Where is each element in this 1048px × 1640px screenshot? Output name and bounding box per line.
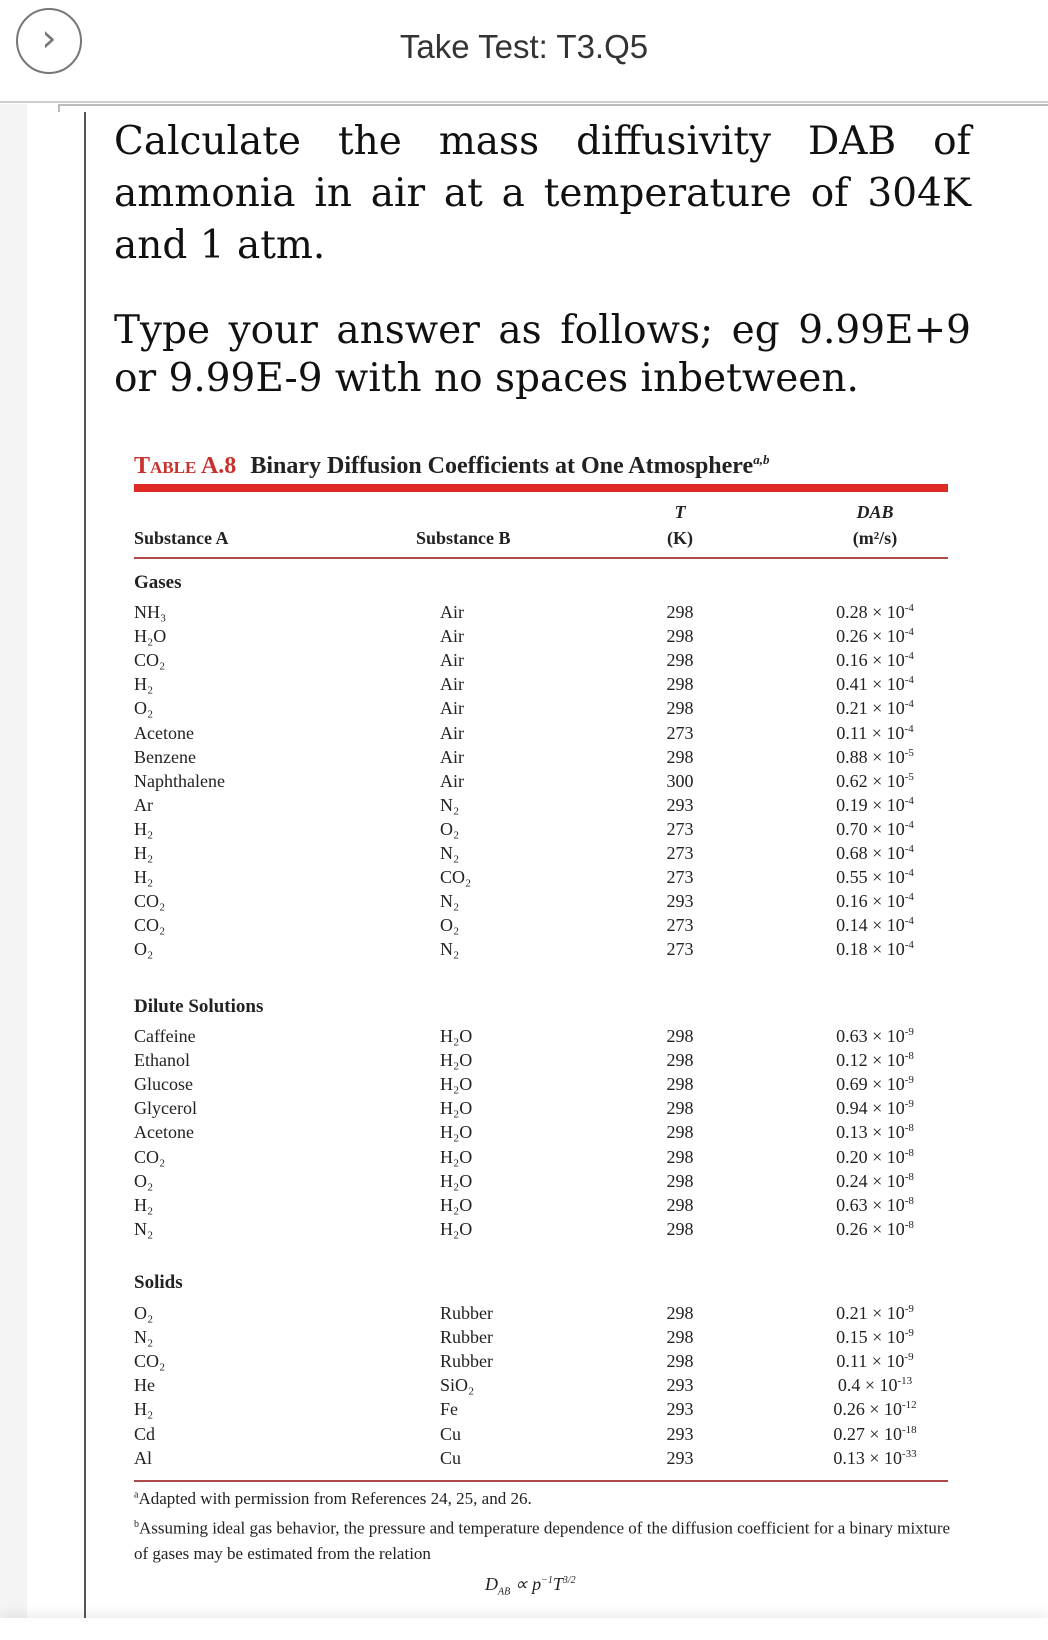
table-title — [134, 452, 769, 480]
cell-substance-b: H₂O — [440, 1146, 473, 1167]
footnote-a: $^a$Adapted with permission from References 24, 25, and 26. — [134, 1489, 532, 1508]
content-frame-top — [58, 104, 1048, 106]
cell-dab: $0.21 \times 10^{-4}$ — [836, 698, 914, 719]
cell-substance-b: SiO₂ — [440, 1375, 475, 1396]
cell-substance-a: Ethanol — [134, 1050, 190, 1071]
cell-substance-a: H₂ — [134, 1194, 154, 1215]
cell-dab: $0.55 \times 10^{-4}$ — [836, 867, 914, 888]
section-heading: Dilute Solutions — [134, 996, 264, 1017]
cell-substance-a: H₂ — [134, 818, 154, 839]
cell-dab: $0.14 \times 10^{-4}$ — [836, 915, 914, 936]
cell-substance-a: N₂ — [134, 1218, 154, 1239]
cell-substance-b: N₂ — [440, 939, 460, 960]
cell-temperature: 273 — [666, 939, 694, 960]
formula: $D_{AB} \propto p^{-1}T^{3/2}$ — [485, 1574, 576, 1598]
cell-dab: $0.12 \times 10^{-8}$ — [836, 1050, 914, 1071]
cell-substance-b: H₂O — [440, 1050, 473, 1071]
cell-dab: $0.63 \times 10^{-8}$ — [836, 1194, 914, 1215]
cell-substance-a: Benzene — [134, 746, 196, 767]
cell-substance-b: H₂O — [440, 1098, 473, 1119]
cell-temperature: 273 — [666, 722, 694, 743]
cell-substance-a: Caffeine — [134, 1026, 196, 1046]
content-frame-left — [84, 112, 86, 1620]
cell-substance-a: O₂ — [134, 698, 154, 719]
cell-substance-b: Rubber — [440, 1351, 493, 1372]
cell-substance-b: Air — [440, 746, 464, 767]
cell-dab: $0.16 \times 10^{-4}$ — [836, 891, 914, 912]
cell-substance-a: CO₂ — [134, 915, 166, 936]
cell-substance-a: Naphthalene — [134, 770, 225, 791]
cell-substance-b: N₂ — [440, 843, 460, 863]
table-title-footnote-marks: a,b — [753, 452, 770, 467]
page-title: Take Test: T3.Q5 — [399, 28, 649, 65]
cell-dab: $0.16 \times 10^{-4}$ — [836, 650, 914, 671]
cell-dab: $0.4 \times 10^{-13}$ — [837, 1375, 913, 1396]
cell-substance-b: O₂ — [440, 915, 460, 936]
question-text: Calculate the mass diffusivity DAB of ammonia in air at a temperature of 304K and 1 atm. — [114, 119, 971, 268]
cell-substance-a: H₂ — [134, 867, 154, 888]
cell-substance-b: Air — [440, 626, 464, 647]
cell-substance-b: Rubber — [440, 1327, 493, 1348]
cell-temperature: 298 — [666, 1050, 694, 1071]
column-header-substance-a: Substance A — [134, 528, 229, 548]
cell-temperature: 300 — [666, 770, 694, 791]
cell-substance-b: Air — [440, 602, 464, 622]
cell-substance-a: Ar — [134, 794, 153, 815]
answer-format-instructions: Type your answer as follows; eg 9.99E+9 or 9.99E-9 with no spaces inbetween. — [114, 308, 971, 401]
cell-substance-a: H₂O — [134, 626, 167, 647]
cell-substance-b: Cu — [440, 1447, 462, 1468]
footnote-a-text: Adapted with permission from References 24, 25, and 26. — [138, 1489, 532, 1508]
cell-temperature: 293 — [666, 1447, 694, 1468]
column-header-substance-b: Substance B — [416, 528, 511, 548]
cell-substance-a: O₂ — [134, 1303, 154, 1323]
cell-substance-a: NH₃ — [134, 602, 167, 622]
cell-dab: $0.62 \times 10^{-5}$ — [836, 770, 914, 791]
cell-substance-b: Air — [440, 698, 464, 719]
left-gutter — [0, 104, 27, 1620]
cell-dab: $0.19 \times 10^{-4}$ — [836, 794, 914, 815]
cell-dab: $0.18 \times 10^{-4}$ — [836, 939, 914, 960]
cell-dab: $0.13 \times 10^{-33}$ — [833, 1447, 917, 1468]
header-rule — [134, 557, 948, 559]
cell-substance-b: H₂O — [440, 1122, 473, 1143]
cell-substance-b: H₂O — [440, 1026, 473, 1046]
cell-temperature: 298 — [666, 1218, 694, 1239]
cell-temperature: 273 — [666, 843, 694, 863]
cell-temperature: 293 — [666, 1399, 694, 1420]
cell-substance-b: Air — [440, 650, 464, 671]
cell-dab: $0.13 \times 10^{-8}$ — [836, 1122, 914, 1143]
cell-substance-a: O₂ — [134, 939, 154, 960]
cell-dab: $0.27 \times 10^{-18}$ — [833, 1423, 917, 1444]
chevron-right-icon: › — [41, 16, 57, 60]
cell-temperature: 298 — [666, 1327, 694, 1348]
cell-substance-b: Air — [440, 722, 464, 743]
cell-dab: $0.11 \times 10^{-9}$ — [836, 1351, 914, 1372]
cell-substance-a: He — [134, 1375, 155, 1396]
cell-dab: $0.63 \times 10^{-9}$ — [836, 1026, 914, 1046]
cell-dab: $0.94 \times 10^{-9}$ — [836, 1098, 914, 1119]
cell-substance-a: Acetone — [134, 722, 194, 743]
cell-dab: $0.15 \times 10^{-9}$ — [836, 1327, 914, 1348]
cell-temperature: 273 — [666, 915, 694, 936]
content-frame-corner — [58, 104, 60, 112]
cell-temperature: 298 — [666, 746, 694, 767]
cell-substance-a: CO₂ — [134, 650, 166, 671]
cell-substance-a: N₂ — [134, 1327, 154, 1348]
cell-temperature: 293 — [666, 1375, 694, 1396]
cell-temperature: 298 — [666, 674, 694, 695]
cell-substance-b: Cu — [440, 1423, 462, 1444]
cell-temperature: 298 — [666, 1170, 694, 1191]
cell-substance-a: Glycerol — [134, 1098, 197, 1119]
cell-dab: $0.70 \times 10^{-4}$ — [836, 818, 914, 839]
cell-substance-b: N₂ — [440, 891, 460, 912]
header-divider — [0, 101, 1048, 103]
cell-temperature: 273 — [666, 818, 694, 839]
cell-dab: $0.26 \times 10^{-4}$ — [836, 626, 914, 647]
cell-substance-b: Air — [440, 770, 464, 791]
cell-dab: $0.68 \times 10^{-4}$ — [836, 843, 914, 863]
cell-substance-b: Air — [440, 674, 464, 695]
table-title-bar — [134, 484, 948, 492]
cell-dab: $0.24 \times 10^{-8}$ — [836, 1170, 914, 1191]
table-title-text: Binary Diffusion Coefficients at One Atmosphere — [250, 453, 754, 479]
footnote-b-text: Assuming ideal gas behavior, the pressure and temperature dependence of the diffusion coefficient for a binary mixture of gases may be estimated from the relation — [134, 1518, 951, 1563]
cell-dab: $0.26 \times 10^{-12}$ — [833, 1399, 917, 1420]
cell-substance-a: CO₂ — [134, 891, 166, 912]
cell-dab: $0.28 \times 10^{-4}$ — [836, 602, 914, 622]
cell-dab: $0.41 \times 10^{-4}$ — [836, 674, 914, 695]
cell-substance-b: H₂O — [440, 1074, 473, 1095]
cell-substance-a: Cd — [134, 1423, 156, 1444]
cell-dab: $0.26 \times 10^{-8}$ — [836, 1218, 914, 1239]
cell-dab: $0.11 \times 10^{-4}$ — [836, 722, 914, 743]
cell-substance-b: Rubber — [440, 1303, 493, 1323]
section-heading: Solids — [134, 1272, 183, 1293]
cell-dab: $0.88 \times 10^{-5}$ — [836, 746, 914, 767]
column-header-t-unit: (K) — [667, 528, 693, 548]
cell-dab: $0.69 \times 10^{-9}$ — [836, 1074, 914, 1095]
cell-temperature: 298 — [666, 626, 694, 647]
cell-substance-b: N₂ — [440, 794, 460, 815]
cell-substance-a: H₂ — [134, 843, 154, 863]
cell-temperature: 298 — [666, 1122, 694, 1143]
column-header-t: T — [674, 502, 686, 522]
cell-temperature: 298 — [666, 1146, 694, 1167]
column-header-dab: DAB — [856, 502, 894, 522]
cell-substance-a: H₂ — [134, 674, 154, 695]
cell-substance-b: CO₂ — [440, 867, 472, 888]
cell-temperature: 273 — [666, 867, 694, 888]
cell-temperature: 298 — [666, 650, 694, 671]
cell-temperature: 293 — [666, 794, 694, 815]
cell-temperature: 298 — [666, 1074, 694, 1095]
cell-temperature: 298 — [666, 602, 694, 622]
cell-temperature: 298 — [666, 1194, 694, 1215]
cell-temperature: 293 — [666, 891, 694, 912]
table-label: Table A.8 — [134, 453, 237, 479]
cell-temperature: 298 — [666, 698, 694, 719]
section-heading: Gases — [134, 572, 182, 593]
cell-substance-b: H₂O — [440, 1170, 473, 1191]
cell-substance-b: H₂O — [440, 1218, 473, 1239]
cell-substance-a: Acetone — [134, 1122, 194, 1143]
cell-dab: $0.21 \times 10^{-9}$ — [836, 1303, 914, 1323]
cell-substance-b: H₂O — [440, 1194, 473, 1215]
cell-substance-a: CO₂ — [134, 1351, 166, 1372]
footnote-b: $^b$Assuming ideal gas behavior, the pressure and temperature dependence of the diffusion coefficient for a binary mixture of gases may be estimated from the relation — [134, 1518, 951, 1563]
cell-substance-b: Fe — [440, 1399, 458, 1420]
table-bottom-rule — [134, 1480, 948, 1482]
bottom-toolbar — [0, 1618, 1048, 1640]
cell-substance-a: CO₂ — [134, 1146, 166, 1167]
cell-temperature: 293 — [666, 1423, 694, 1444]
cell-temperature: 298 — [666, 1351, 694, 1372]
cell-substance-a: O₂ — [134, 1170, 154, 1191]
cell-temperature: 298 — [666, 1098, 694, 1119]
cell-temperature: 298 — [666, 1303, 694, 1323]
column-header-dab-unit: (m²/s) — [852, 528, 898, 548]
cell-substance-b: O₂ — [440, 818, 460, 839]
cell-substance-a: Glucose — [134, 1074, 193, 1095]
cell-substance-a: Al — [134, 1447, 152, 1468]
cell-temperature: 298 — [666, 1026, 694, 1046]
cell-dab: $0.20 \times 10^{-8}$ — [836, 1146, 914, 1167]
cell-substance-a: H₂ — [134, 1399, 154, 1420]
